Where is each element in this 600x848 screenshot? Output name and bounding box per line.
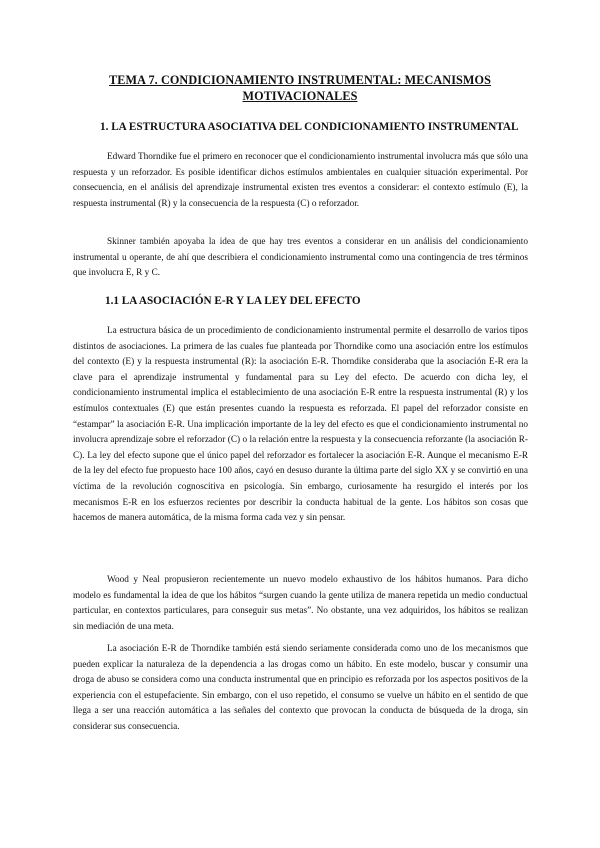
paragraph bbox=[73, 324, 528, 527]
paragraph bbox=[73, 642, 528, 736]
page-title: TEMA 7. CONDICIONAMIENTO INSTRUMENTAL: MECANISMOS MOTIVACIONALES bbox=[109, 73, 491, 103]
paragraph-text: Edward Thorndike fue el primero en reconocer que el condicionamiento instrumental involucra más que sólo una respuesta y un reforzador. Es posible identificar dichos estímulos ambientales en cualquier situación experimental. Por consecuencia, en el análisis del aprendizaje instrumental existen tres eventos a considerar: el contexto estímulo (E), la respuesta instrumental (R) y la consecuencia de la respuesta (C) o reforzador. bbox=[73, 152, 528, 209]
paragraph bbox=[73, 235, 528, 282]
paragraph bbox=[73, 150, 528, 212]
section-heading: 1. LA ESTRUCTURA ASOCIATIVA DEL CONDICIONAMIENTO INSTRUMENTAL bbox=[100, 121, 519, 133]
paragraph-text: La asociación E-R de Thorndike también está siendo seriamente considerada como uno de los mecanismos que pueden explicar la naturaleza de la dependencia a las drogas como un hábito. En este modelo, buscar y consumir una droga de abuso se considera como una conducta instrumental que en principio es reforzada por los aspectos positivos de la experiencia con el estupefaciente. Sin embargo, con el uso repetido, el consumo se vuelve un hábito en el sentido de que llega a ser una reacción automática a las señales del contexto que provocan la conducta de búsqueda de la droga, sin considerar sus consecuencia. bbox=[73, 644, 528, 732]
paragraph-text: La estructura básica de un procedimiento de condicionamiento instrumental permite el desarrollo de varios tipos distintos de asociaciones. La primera de las cuales fue planteada por Thorndike como una asociación entre los estímulos del contexto (E) y la respuesta instrumental (R): la asociación E-R. Thorndike consideraba que la asociación E-R era la clave para el aprendizaje instrumental y fundamental para su Ley del efecto. De acuerdo con dicha ley, el condicionamiento instrumental implica el establecimiento de una asociación E-R entre la respuesta instrumental (R) y los estímulos contextuales (E) que están presentes cuando la respuesta es reforzada. El papel del reforzador consiste en “estampar” la asociación E-R. Una implicación importante de la ley del efecto es que el condicionamiento instrumental no involucra aprendizaje sobre el reforzador (C) o la relación entre la respuesta y la consecuencia reforzante (la asociación R-C). La ley del efecto supone que el único papel del reforzador es fortalecer la asociación E-R. Aunque el mecanismo E-R de la ley del efecto fue propuesto hace 100 años, cayó en desuso durante la última parte del siglo XX y se convirtió en una víctima de la revolución cognoscitiva en psicología. Sin embargo, curiosamente ha resurgido el interés por los mecanismos E-R en los esfuerzos recientes por describir la conducta habitual de la gente. Los hábitos son cosas que hacemos de manera automática, de la misma forma cada vez y sin pensar. bbox=[73, 326, 528, 524]
subsection-heading: 1.1 LA ASOCIACIÓN E-R Y LA LEY DEL EFECTO bbox=[105, 295, 361, 307]
paragraph-text: Skinner también apoyaba la idea de que hay tres eventos a considerar en un análisis del condicionamiento instrumental u operante, de ahí que describiera el condicionamiento instrumental como una contingencia de tres términos que involucra E, R y C. bbox=[73, 237, 528, 279]
paragraph bbox=[73, 573, 528, 635]
paragraph-text: Wood y Neal propusieron recientemente un nuevo modelo exhaustivo de los hábitos humanos. Para dicho modelo es fundamental la idea de que los hábitos “surgen cuando la gente utiliza de manera repetida un medio conductual particular, en contextos particulares, para conseguir sus metas”. No obstante, una vez adquiridos, los hábitos se realizan sin mediación de una meta. bbox=[73, 575, 528, 632]
